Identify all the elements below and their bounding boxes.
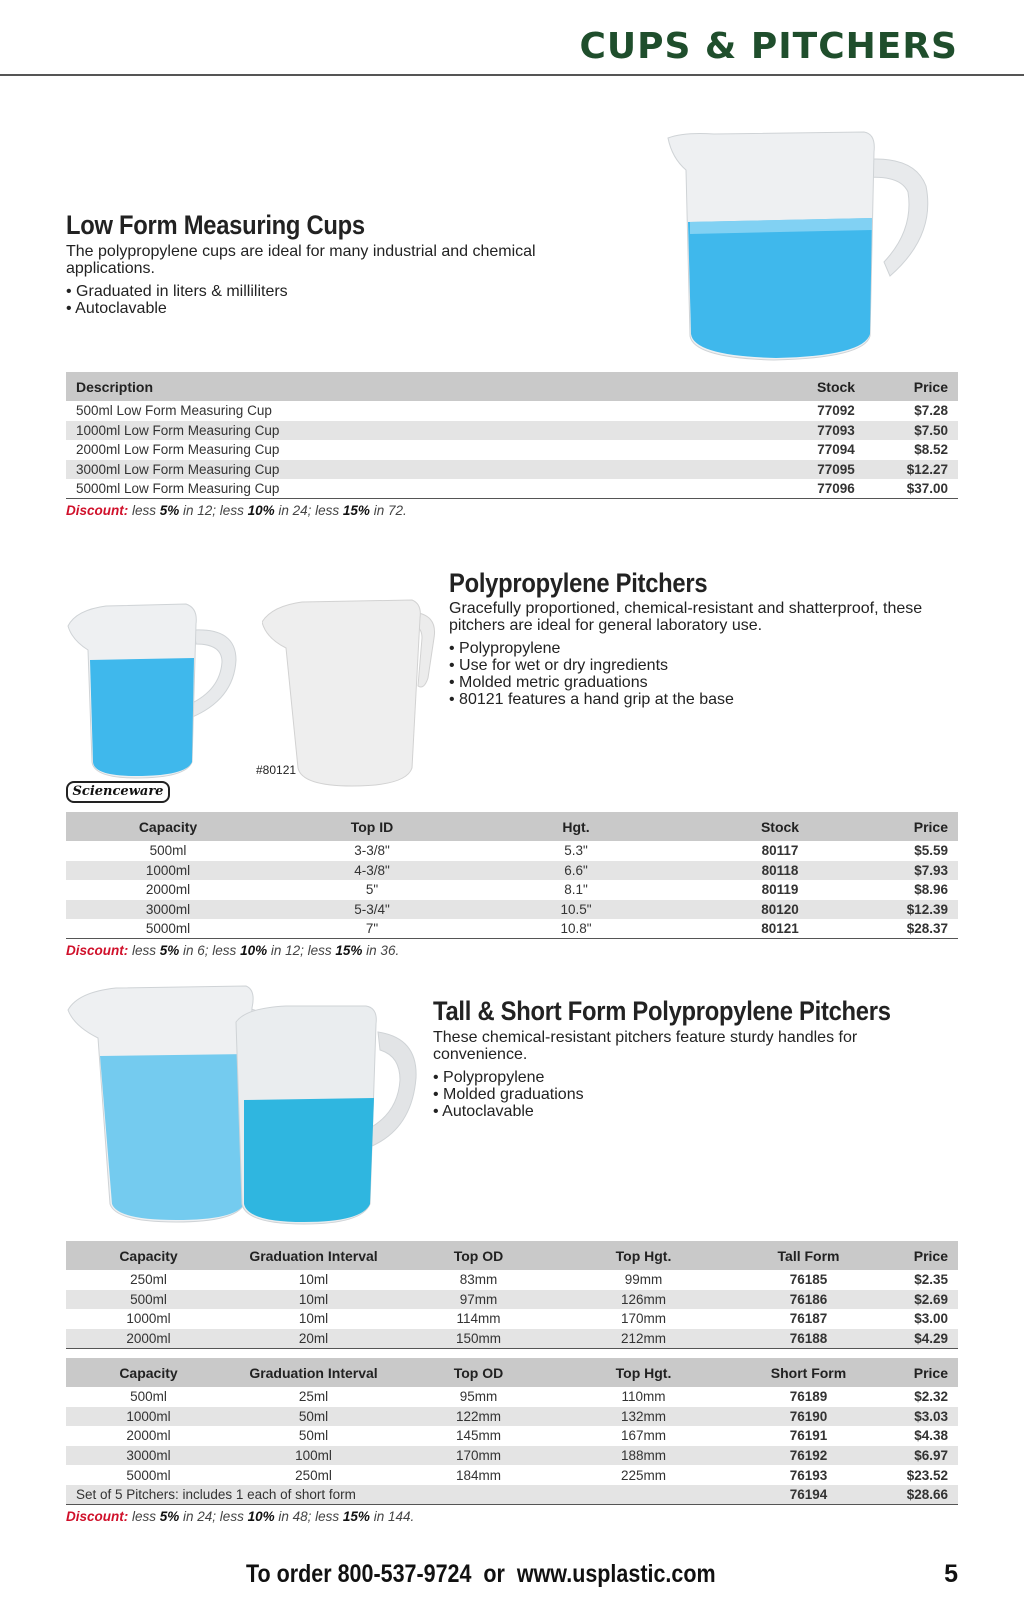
scienceware-logo: Scienceware (66, 781, 170, 803)
cell-top-od: 122mm (396, 1407, 561, 1427)
cell-graduation: 20ml (231, 1329, 396, 1349)
cell-description: 2000ml Low Form Measuring Cup (76, 442, 280, 458)
col-header-graduation: Graduation Interval (231, 1358, 396, 1387)
cell-height: 8.1" (564, 882, 588, 898)
feature-item: • Autoclavable (66, 300, 288, 317)
cell-capacity: 3000ml (66, 900, 270, 920)
cell-stock: 77092 (817, 403, 855, 419)
cell-top-id: 3-3/8" (354, 843, 390, 859)
table-row (66, 460, 958, 480)
cell-price: $12.39 (882, 900, 958, 920)
cell-price: $3.00 (914, 1311, 948, 1327)
cell-stock: 77094 (817, 442, 855, 458)
table-row (66, 900, 958, 920)
table-header-row (66, 812, 958, 841)
cell-top-hgt: 167mm (620, 1428, 666, 1444)
cell-price: $3.03 (891, 1407, 958, 1427)
cell-stock: 80119 (761, 882, 799, 898)
cell-description: 1000ml Low Form Measuring Cup (66, 421, 786, 441)
col-header-short-form: Short Form (726, 1358, 891, 1387)
order-info: To order 800-537-9724 or www.usplastic.com (246, 1560, 716, 1588)
table-row (66, 1387, 958, 1407)
cell-top-hgt: 126mm (561, 1290, 726, 1310)
table-header-row (66, 372, 958, 401)
section-title-tall-short-pitchers: Tall & Short Form Polypropylene Pitchers (433, 996, 891, 1026)
table-row (66, 880, 958, 900)
cell-price: $23.52 (906, 1467, 948, 1483)
cell-capacity: 1000ml (66, 1407, 231, 1427)
cell-stock: 77093 (786, 421, 886, 441)
cell-price: $2.69 (891, 1290, 958, 1310)
section-description: These chemical-resistant pitchers feature sturdy handles for convenience. (433, 1029, 858, 1063)
cell-capacity: 2000ml (145, 882, 191, 898)
section-title-pp-pitchers: Polypropylene Pitchers (449, 568, 708, 598)
feature-item: • Molded graduations (433, 1086, 584, 1103)
feature-item: • 80121 features a hand grip at the base (449, 691, 734, 708)
cell-stock: 77096 (786, 479, 886, 499)
tall-short-pitchers-image (66, 978, 426, 1228)
section-description: Gracefully proportioned, chemical-resistant and shatterproof, these pitchers are ideal for general laboratory use. (449, 600, 923, 634)
table-header-row (66, 1358, 958, 1387)
page-header (0, 0, 1024, 76)
tall-form-table (66, 1241, 958, 1349)
pitcher-white-image (262, 598, 440, 788)
cell-height: 5.3" (564, 843, 588, 859)
cell-graduation: 100ml (231, 1446, 396, 1466)
cell-price: $12.27 (886, 460, 958, 480)
cell-graduation: 10ml (298, 1311, 329, 1327)
cell-price: $8.52 (914, 442, 948, 458)
cell-capacity: 2000ml (66, 1329, 231, 1349)
cell-graduation: 10ml (231, 1290, 396, 1310)
col-header-top-od: Top OD (396, 1241, 561, 1270)
table-row (66, 919, 958, 939)
page-title: CUPS & PITCHERS (579, 26, 958, 67)
cell-description: 500ml Low Form Measuring Cup (76, 403, 272, 419)
cell-top-od: 95mm (459, 1389, 498, 1405)
cell-top-hgt: 110mm (621, 1389, 666, 1405)
cell-capacity: 500ml (130, 1389, 167, 1405)
cell-top-id: 5" (365, 882, 379, 898)
cell-graduation: 10ml (298, 1272, 329, 1288)
feature-item: • Polypropylene (449, 640, 734, 657)
cell-capacity: 500ml (149, 843, 187, 859)
cell-capacity: 2000ml (126, 1428, 171, 1444)
cell-price: $7.50 (886, 421, 958, 441)
feature-list (449, 640, 734, 708)
cell-top-id: 5-3/4" (270, 900, 474, 920)
cell-stock: 76192 (726, 1446, 891, 1466)
cell-description: 5000ml Low Form Measuring Cup (66, 479, 786, 499)
cell-price: $5.59 (914, 843, 948, 859)
cell-price: $7.93 (882, 861, 958, 881)
cell-stock: 80118 (678, 861, 882, 881)
cell-top-id: 4-3/8" (270, 861, 474, 881)
col-header-top-id: Top ID (270, 812, 474, 841)
cell-price: $4.38 (914, 1428, 948, 1444)
table-row (66, 1329, 958, 1349)
cell-capacity: 5000ml (126, 1467, 171, 1483)
cell-top-hgt: 212mm (561, 1329, 726, 1349)
feature-item: • Use for wet or dry ingredients (449, 657, 734, 674)
cell-top-od: 145mm (455, 1428, 501, 1444)
cell-top-od: 150mm (396, 1329, 561, 1349)
feature-item: • Graduated in liters & milliliters (66, 283, 288, 300)
cell-capacity: 1000ml (126, 1311, 171, 1327)
cell-description: 3000ml Low Form Measuring Cup (66, 460, 786, 480)
section-description: The polypropylene cups are ideal for many industrial and chemical applications. (66, 243, 536, 277)
cell-price: $2.35 (914, 1272, 948, 1288)
cell-price: $28.66 (891, 1485, 958, 1505)
pp-pitchers-table (66, 812, 958, 939)
cell-capacity: 5000ml (66, 919, 270, 939)
cell-top-hgt: 170mm (620, 1311, 666, 1327)
cell-top-od: 114mm (456, 1311, 501, 1327)
cell-top-hgt: 188mm (561, 1446, 726, 1466)
feature-item: • Polypropylene (433, 1069, 584, 1086)
table-row (66, 401, 958, 421)
col-header-description: Description (66, 372, 786, 401)
cell-height: 10.8" (474, 919, 678, 939)
table-row (66, 1270, 958, 1290)
table-row (66, 479, 958, 499)
cell-stock: 76187 (789, 1311, 828, 1327)
table-row (66, 440, 958, 460)
cell-stock: 76194 (726, 1485, 891, 1505)
cell-stock: 80120 (678, 900, 882, 920)
cell-price: $28.37 (882, 919, 958, 939)
cell-top-od: 97mm (396, 1290, 561, 1310)
cell-stock: 76185 (789, 1272, 828, 1288)
cell-capacity: 250ml (130, 1272, 167, 1288)
table-row (66, 1290, 958, 1310)
cell-top-hgt: 99mm (624, 1272, 663, 1288)
cell-stock: 76189 (789, 1389, 828, 1405)
low-form-cups-table (66, 372, 958, 499)
cell-stock: 80121 (678, 919, 882, 939)
cell-stock: 76193 (789, 1467, 828, 1483)
cell-price: $37.00 (886, 479, 958, 499)
cell-set-description: Set of 5 Pitchers: includes 1 each of short form (66, 1485, 726, 1505)
cell-height: 6.6" (474, 861, 678, 881)
cell-stock: 80117 (761, 843, 799, 859)
cell-price: $6.97 (891, 1446, 958, 1466)
product-caption: #80121 (256, 763, 297, 777)
short-form-table (66, 1358, 958, 1505)
feature-item: • Autoclavable (433, 1103, 584, 1120)
page-number: 5 (944, 1560, 958, 1588)
discount-note: Discount: less 5% in 12; less 10% in 24; less 15% in 72. (66, 503, 407, 518)
col-header-tall-form: Tall Form (726, 1241, 891, 1270)
feature-item: • Molded metric graduations (449, 674, 734, 691)
cell-capacity: 1000ml (66, 861, 270, 881)
cell-graduation: 250ml (295, 1467, 332, 1483)
cell-stock: 76186 (726, 1290, 891, 1310)
col-header-capacity: Capacity (66, 1241, 231, 1270)
col-header-price: Price (886, 372, 958, 401)
pitcher-blue-image (66, 600, 242, 780)
table-row (66, 1407, 958, 1427)
cell-stock: 76190 (726, 1407, 891, 1427)
cell-top-hgt: 225mm (620, 1467, 666, 1483)
table-row (66, 1309, 958, 1329)
feature-list (66, 283, 288, 317)
col-header-top-hgt: Top Hgt. (561, 1241, 726, 1270)
col-header-price: Price (882, 812, 958, 841)
section-title-low-form-cups: Low Form Measuring Cups (66, 210, 365, 240)
cell-top-hgt: 132mm (561, 1407, 726, 1427)
cell-capacity: 3000ml (66, 1446, 231, 1466)
table-row (66, 421, 958, 441)
table-row-set (66, 1485, 958, 1505)
cell-graduation: 50ml (298, 1428, 329, 1444)
col-header-stock: Stock (786, 372, 886, 401)
col-header-height: Hgt. (474, 812, 678, 841)
feature-list (433, 1069, 584, 1120)
cell-price: $4.29 (891, 1329, 958, 1349)
cell-height: 10.5" (474, 900, 678, 920)
cell-price: $7.28 (914, 403, 948, 419)
col-header-top-hgt: Top Hgt. (561, 1358, 726, 1387)
table-row (66, 1446, 958, 1466)
col-header-stock: Stock (678, 812, 882, 841)
cell-price: $2.32 (914, 1389, 948, 1405)
cell-top-od: 170mm (396, 1446, 561, 1466)
col-header-capacity: Capacity (66, 1358, 231, 1387)
cell-graduation: 25ml (298, 1389, 329, 1405)
table-row (66, 1426, 958, 1446)
col-header-price: Price (891, 1241, 958, 1270)
measuring-cup-image (664, 126, 944, 364)
col-header-price: Price (891, 1358, 958, 1387)
cell-stock: 77095 (786, 460, 886, 480)
cell-graduation: 50ml (231, 1407, 396, 1427)
col-header-graduation: Graduation Interval (231, 1241, 396, 1270)
cell-top-id: 7" (270, 919, 474, 939)
table-row (66, 841, 958, 861)
table-row (66, 861, 958, 881)
cell-top-od: 83mm (459, 1272, 498, 1288)
discount-note: Discount: less 5% in 24; less 10% in 48; less 15% in 144. (66, 1509, 415, 1524)
table-header-row (66, 1241, 958, 1270)
col-header-top-od: Top OD (396, 1358, 561, 1387)
cell-top-od: 184mm (455, 1467, 501, 1483)
cell-price: $8.96 (914, 882, 948, 898)
table-row (66, 1465, 958, 1485)
cell-capacity: 500ml (66, 1290, 231, 1310)
cell-stock: 76191 (789, 1428, 828, 1444)
cell-stock: 76188 (726, 1329, 891, 1349)
col-header-capacity: Capacity (66, 812, 270, 841)
discount-note: Discount: less 5% in 6; less 10% in 12; less 15% in 36. (66, 943, 400, 958)
